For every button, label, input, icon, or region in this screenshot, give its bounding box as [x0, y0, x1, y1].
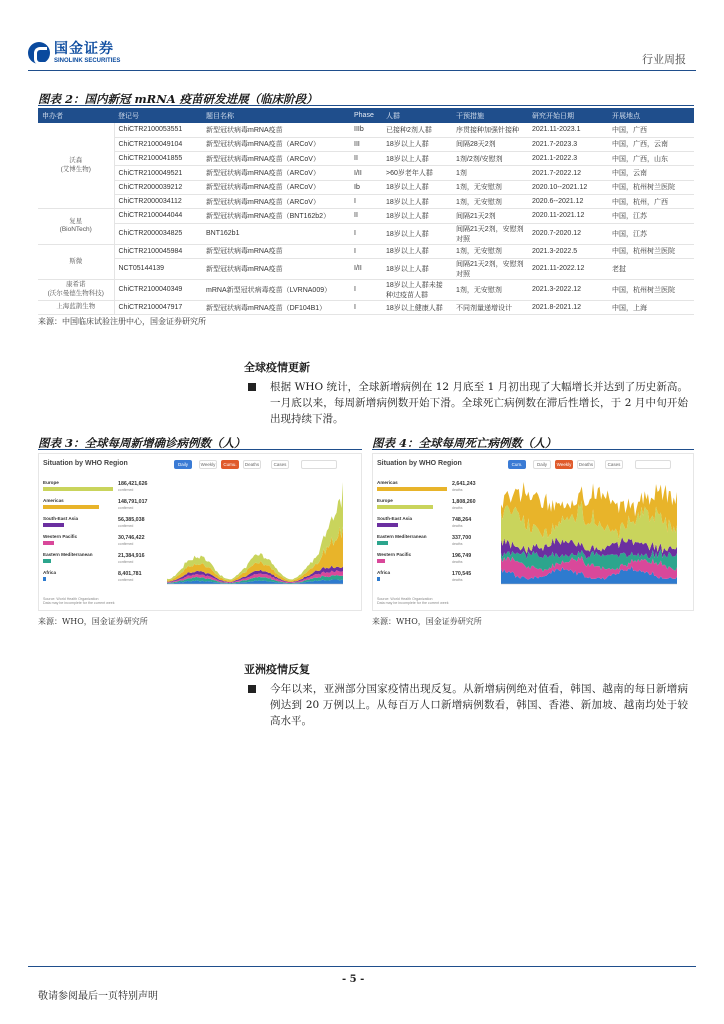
region-bar: [377, 487, 447, 491]
table-cell-phase: I/II: [350, 258, 382, 279]
region-legend-item: [43, 552, 153, 563]
region-legend-item: [43, 516, 153, 527]
table-cell-place: 中国，江苏: [608, 209, 694, 223]
table-cell-reg: ChiCTR2000039212: [114, 180, 202, 194]
table-cell-date: 2021.3-2022.5: [528, 244, 608, 258]
region-legend-item: [377, 552, 487, 563]
table-cell-reg: ChiCTR2100041855: [114, 152, 202, 166]
table-cell-intervention: 间隔28天2剂: [452, 137, 528, 151]
table-cell-place: 中国，广西，山东: [608, 152, 694, 166]
table-cell-phase: IIIb: [350, 123, 382, 137]
table-cell-intervention: 1剂/2剂/安慰剂: [452, 152, 528, 166]
region-legend-item: [43, 480, 153, 491]
table-cell-place: 中国，广西，云南: [608, 137, 694, 151]
region-value: 337,700: [452, 535, 472, 541]
table-cell-intervention: 间隔21天2剂，安慰剂对照: [452, 258, 528, 279]
footer-divider: [28, 966, 696, 967]
table-cell-people: 18岁以上人群未接种过疫苗人群: [382, 279, 452, 300]
table-cell-place: 中国，江苏: [608, 223, 694, 244]
region-value: 186,421,626: [118, 481, 148, 487]
table-cell-date: 2020.6--2021.12: [528, 194, 608, 208]
table-cell-intervention: 1剂，无安慰剂: [452, 194, 528, 208]
table-cell-date: 2020.10--2021.12: [528, 180, 608, 194]
region-value: 2,641,243: [452, 481, 476, 487]
table-cell-name: 新型冠状病毒mRNA疫苗（ARCoV）: [202, 152, 350, 166]
region-value: 148,791,017: [118, 499, 148, 505]
table-row: [38, 152, 694, 166]
table-cell-name: BNT162b1: [202, 223, 350, 244]
table-cell-name: 新型冠状病毒mRNA疫苗（ARCoV）: [202, 166, 350, 180]
region-sub-label: deaths: [452, 578, 463, 582]
footnote-line: Data may be incomplete for the current week: [377, 601, 449, 606]
region-sub-label: confirmed: [118, 578, 134, 582]
region-value: 21,384,916: [118, 553, 145, 559]
fig4-chart-panel: [372, 453, 694, 611]
table-cell-date: 2021.1-2022.3: [528, 152, 608, 166]
chart-toggle-button[interactable]: Cases: [605, 460, 623, 469]
fig3-chart-panel: [38, 453, 362, 611]
chart-select-dropdown[interactable]: [635, 460, 671, 469]
region-bar: [377, 559, 385, 563]
chart-footnote: [377, 597, 449, 606]
table-row: [38, 194, 694, 208]
disclaimer: 敬请参阅最后一页特别声明: [38, 991, 158, 1002]
table-cell-place: 中国，杭州树兰医院: [608, 244, 694, 258]
region-bar: [377, 541, 388, 545]
chart-toggle-button[interactable]: Deaths: [578, 462, 594, 467]
region-sub-label: confirmed: [118, 488, 134, 492]
region-sub-label: deaths: [452, 524, 463, 528]
region-value: 196,749: [452, 553, 472, 559]
region-sub-label: deaths: [452, 542, 463, 546]
table-cell-reg: ChiCTR2100049104: [114, 137, 202, 151]
table-cell-reg: ChiCTR2100044044: [114, 209, 202, 223]
table-row: [38, 166, 694, 180]
region-name: Western Pacific: [43, 534, 78, 539]
table-row: [38, 300, 694, 314]
region-name: Africa: [43, 570, 57, 575]
stacked-area-chart: [163, 478, 353, 596]
chart-toggle-button[interactable]: Cum.: [508, 460, 526, 469]
table-cell-people: 18岁以上人群: [382, 223, 452, 244]
table-cell-phase: II: [350, 152, 382, 166]
region-bar: [377, 505, 433, 509]
chart-footnote: [43, 597, 115, 606]
table-cell-phase: II: [350, 209, 382, 223]
table-row: [38, 244, 694, 258]
logo-icon: [28, 42, 50, 64]
logo-en-text: SINOLINK SECURITIES: [54, 58, 121, 64]
table-cell-reg: ChiCTR2000034112: [114, 194, 202, 208]
table-cell-name: 新型冠状病毒mRNA疫苗: [202, 258, 350, 279]
region-bar: [43, 577, 46, 581]
table-cell-people: 18岁以上人群: [382, 137, 452, 151]
table-cell-date: 2021.8-2021.12: [528, 300, 608, 314]
table-cell-intervention: 1剂，无安慰剂: [452, 244, 528, 258]
chart-toggle-button[interactable]: Daily: [174, 460, 192, 469]
region-legend-item: [43, 534, 153, 545]
table-cell-place: 中国，杭州，广西: [608, 194, 694, 208]
table-cell-people: 已接种2剂人群: [382, 123, 452, 137]
region-bar: [43, 487, 113, 491]
region-value: 56,385,038: [118, 517, 145, 523]
table-cell-intervention: 间隔21天2剂: [452, 209, 528, 223]
table-cell-phase: I: [350, 300, 382, 314]
region-name: South-East Asia: [43, 516, 79, 521]
table-row: [38, 123, 694, 137]
region-value: 748,264: [452, 517, 472, 523]
table-row: [38, 279, 694, 300]
table-header-row: [38, 108, 694, 123]
fig3-title: 图表 3：全球每周新增确诊病例数（人）: [38, 436, 246, 450]
table-cell-phase: III: [350, 137, 382, 151]
region-sub-label: deaths: [452, 506, 463, 510]
table-cell-people: 18岁以上人群: [382, 152, 452, 166]
table-cell-phase: I: [350, 244, 382, 258]
table-cell-reg: ChiCTR2100053551: [114, 123, 202, 137]
col-header: 题目名称: [202, 108, 350, 123]
sponsor-cell: 沃森 (艾博生物): [38, 123, 114, 209]
fig3-title-bar: [38, 432, 362, 450]
table-row: [38, 258, 694, 279]
region-bar: [43, 541, 54, 545]
table-cell-date: 2020.7-2020.12: [528, 223, 608, 244]
fig4-source: 来源：WHO，国金证券研究所: [372, 617, 482, 626]
table-cell-intervention: 不同剂量递增设计: [452, 300, 528, 314]
table-cell-phase: I/II: [350, 166, 382, 180]
section2-text: 今年以来，亚洲部分国家疫情出现反复。从新增病例绝对值看，韩国、越南的每日新增病例达到 20 万例以上。从每百万人口新增病例数看，韩国、香港、新加坡、越南均处于较高水平。: [270, 683, 688, 727]
table-cell-people: 18岁以上人群: [382, 180, 452, 194]
col-header: 研究开始日期: [528, 108, 608, 123]
table-cell-people: 18岁以上健康人群: [382, 300, 452, 314]
region-sub-label: confirmed: [118, 560, 134, 564]
table-cell-place: 中国，杭州树兰医院: [608, 279, 694, 300]
footnote-line: Data may be incomplete for the current week: [43, 601, 115, 606]
chart-toggle-button[interactable]: Cases: [271, 460, 289, 469]
col-header: 申办者: [38, 108, 114, 123]
region-bar: [43, 523, 64, 527]
table-row: [38, 137, 694, 151]
table-cell-people: >60岁老年人群: [382, 166, 452, 180]
table-cell-people: 18岁以上人群: [382, 258, 452, 279]
table-cell-people: 18岁以上人群: [382, 194, 452, 208]
table-cell-reg: ChiCTR2100040349: [114, 279, 202, 300]
table-row: [38, 223, 694, 244]
section2-bullet: [248, 681, 688, 729]
table-cell-phase: I: [350, 194, 382, 208]
sponsor-cell: 复星 (BioNTech): [38, 209, 114, 244]
region-legend-item: [377, 480, 487, 491]
section2-title: 亚洲疫情反复: [244, 663, 310, 676]
sponsor-cell: 上海蓝鹊生物: [38, 300, 114, 314]
chart-toggle-button[interactable]: Weekly: [556, 462, 572, 467]
table-cell-name: 新型冠状病毒mRNA疫苗: [202, 123, 350, 137]
footnote-line: Source: World Health Organization: [43, 596, 99, 601]
region-bar: [43, 505, 99, 509]
region-sub-label: confirmed: [118, 542, 134, 546]
region-legend-item: [43, 570, 153, 581]
section1-text: 根据 WHO 统计，全球新增病例在 12 月底至 1 月初出现了大幅增长并达到了历史新高。一月底以来，每周新增病例数开始下滑。全球死亡病例数在滞后性增长，于 2 月中旬开始出现持续下滑。: [270, 381, 688, 425]
region-bar: [377, 523, 398, 527]
region-legend-item: [377, 534, 487, 545]
bullet-icon: [248, 685, 256, 693]
table-cell-phase: I: [350, 279, 382, 300]
region-bar: [377, 577, 380, 581]
fig4-title: 图表 4：全球每周死亡病例数（人）: [372, 436, 557, 450]
region-sub-label: confirmed: [118, 524, 134, 528]
table-cell-date: 2021.11-2023.1: [528, 123, 608, 137]
table-cell-place: 中国，杭州树兰医院: [608, 180, 694, 194]
region-value: 30,746,422: [118, 535, 145, 541]
table-cell-reg: ChiCTR2100047917: [114, 300, 202, 314]
region-value: 8,401,781: [118, 571, 142, 577]
table-cell-date: 2021.3-2022.12: [528, 279, 608, 300]
table-cell-date: 2021.11-2022.12: [528, 258, 608, 279]
region-sub-label: confirmed: [118, 506, 134, 510]
table-cell-date: 2021.7-2023.3: [528, 137, 608, 151]
table-row: [38, 180, 694, 194]
table-cell-name: 新型冠状病毒mRNA疫苗（ARCoV）: [202, 137, 350, 151]
fig2-source: 来源：中国临床试验注册中心，国金证券研究所: [38, 317, 206, 326]
sponsor-cell: 斯微: [38, 244, 114, 279]
sponsor-cell: 康希诺 (沃尔曼德生物科技): [38, 279, 114, 300]
fig3-source: 来源：WHO，国金证券研究所: [38, 617, 148, 626]
region-name: Europe: [377, 498, 393, 503]
chart-toggle-button[interactable]: Cumu.: [221, 460, 239, 469]
chart-toggle-button[interactable]: Deaths: [244, 462, 260, 467]
fig2-title-bar: [38, 88, 694, 106]
fig3-panel-title: Situation by WHO Region: [43, 460, 128, 467]
table-cell-name: 新型冠状病毒mRNA疫苗（BNT162b2）: [202, 209, 350, 223]
region-value: 1,808,260: [452, 499, 476, 505]
region-value: 170,545: [452, 571, 472, 577]
fig4-title-bar: [372, 432, 694, 450]
region-name: Americas: [377, 480, 398, 485]
table-cell-name: 新型冠状病毒mRNA疫苗（ARCoV）: [202, 180, 350, 194]
table-cell-place: 老挝: [608, 258, 694, 279]
region-legend-item: [377, 516, 487, 527]
region-sub-label: deaths: [452, 488, 463, 492]
table-cell-reg: ChiCTR2000034825: [114, 223, 202, 244]
table-cell-reg: NCT05144139: [114, 258, 202, 279]
company-logo: [28, 40, 148, 66]
table-cell-place: 中国，广西: [608, 123, 694, 137]
table-cell-name: 新型冠状病毒mRNA疫苗（ARCoV）: [202, 194, 350, 208]
region-name: Western Pacific: [377, 552, 412, 557]
table-cell-phase: I: [350, 223, 382, 244]
fig4-panel-title: Situation by WHO Region: [377, 460, 462, 467]
col-header: 开展地点: [608, 108, 694, 123]
table-cell-intervention: 序贯接种加强针接种: [452, 123, 528, 137]
table-cell-name: 新型冠状病毒mRNA疫苗: [202, 244, 350, 258]
logo-cn-text: 国金证券: [54, 41, 114, 57]
section1-title: 全球疫情更新: [244, 361, 310, 374]
footnote-line: Source: World Health Organization: [377, 596, 433, 601]
region-name: Europe: [43, 480, 59, 485]
table-cell-name: mRNA新型冠状病毒疫苗（LVRNA009）: [202, 279, 350, 300]
table-cell-intervention: 间隔21天2剂，安慰剂对照: [452, 223, 528, 244]
table-cell-reg: ChiCTR2100049521: [114, 166, 202, 180]
table-cell-name: 新型冠状病毒mRNA疫苗（DF104B1）: [202, 300, 350, 314]
chart-toggle-button[interactable]: Daily: [533, 460, 551, 469]
table-cell-reg: ChiCTR2100045984: [114, 244, 202, 258]
vaccine-table: [38, 108, 694, 315]
region-bar: [43, 559, 51, 563]
region-legend-item: [377, 570, 487, 581]
table-cell-intervention: 1剂，无安慰剂: [452, 279, 528, 300]
section1-bullet: [248, 379, 688, 427]
region-name: Americas: [43, 498, 64, 503]
table-cell-intervention: 1剂: [452, 166, 528, 180]
table-cell-date: 2021.7-2022.12: [528, 166, 608, 180]
table-cell-people: 18岁以上人群: [382, 244, 452, 258]
table-cell-date: 2020.11-2021.12: [528, 209, 608, 223]
bullet-icon: [248, 383, 256, 391]
col-header: 干预措施: [452, 108, 528, 123]
table-cell-people: 18岁以上人群: [382, 209, 452, 223]
table-cell-intervention: 1剂，无安慰剂: [452, 180, 528, 194]
col-header: Phase: [350, 108, 382, 123]
table-row: [38, 209, 694, 223]
region-name: Eastern Mediterranean: [43, 552, 93, 557]
region-legend-item: [43, 498, 153, 509]
region-legend-item: [377, 498, 487, 509]
fig2-title: 图表 2：国内新冠 mRNA 疫苗研发进展（临床阶段）: [38, 92, 318, 106]
chart-toggle-button[interactable]: Weekly: [200, 462, 216, 467]
region-sub-label: deaths: [452, 560, 463, 564]
chart-select-dropdown[interactable]: [301, 460, 337, 469]
stacked-area-chart: [497, 478, 687, 596]
table-cell-phase: Ib: [350, 180, 382, 194]
col-header: 登记号: [114, 108, 202, 123]
page-number: - 5 -: [342, 974, 365, 985]
region-name: Africa: [377, 570, 391, 575]
header-divider: [28, 70, 696, 71]
table-cell-place: 中国，云南: [608, 166, 694, 180]
region-name: South-East Asia: [377, 516, 413, 521]
region-name: Eastern Mediterranean: [377, 534, 427, 539]
col-header: 人群: [382, 108, 452, 123]
table-cell-place: 中国，上海: [608, 300, 694, 314]
document-type: 行业周报: [642, 53, 686, 66]
